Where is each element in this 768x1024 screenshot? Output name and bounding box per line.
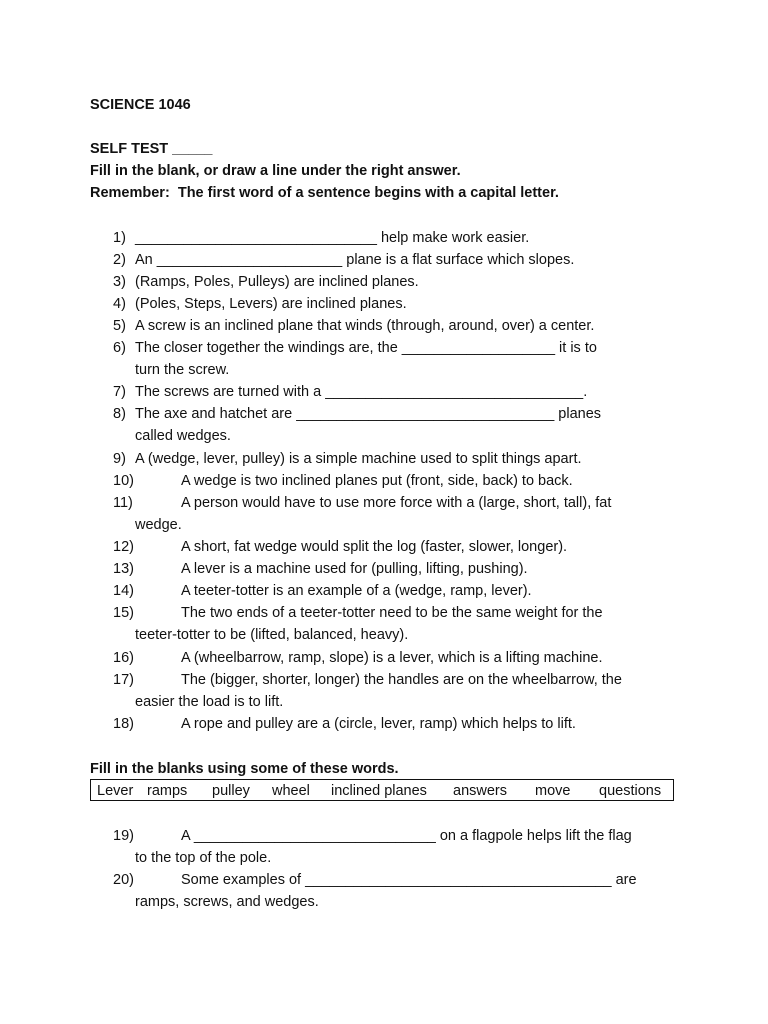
question-text: A ______________________________ on a flagpole helps lift the flag xyxy=(181,828,632,844)
question-number: 17) xyxy=(113,672,134,688)
question-number: 3) xyxy=(113,274,126,290)
question-text: The two ends of a teeter-totter need to be the same weight for the xyxy=(181,605,603,621)
question-number: 15) xyxy=(113,605,134,621)
question-number: 13) xyxy=(113,561,134,577)
question-text: The closer together the windings are, the ___________________ it is to xyxy=(135,340,597,356)
question-number: 18) xyxy=(113,716,134,732)
question-text: ______________________________ help make work easier. xyxy=(135,230,530,246)
question-text: called wedges. xyxy=(135,428,231,444)
question-text: ramps, screws, and wedges. xyxy=(135,894,319,910)
question-text: A rope and pulley are a (circle, lever, ramp) which helps to lift. xyxy=(181,716,576,732)
question-number: 14) xyxy=(113,583,134,599)
question-number: 7) xyxy=(113,384,126,400)
question-text: (Poles, Steps, Levers) are inclined planes. xyxy=(135,296,407,312)
question-number: 4) xyxy=(113,296,126,312)
question-text: (Ramps, Poles, Pulleys) are inclined planes. xyxy=(135,274,419,290)
word-bank-box xyxy=(90,779,674,801)
question-number: 6) xyxy=(113,340,126,356)
question-text: A short, fat wedge would split the log (faster, slower, longer). xyxy=(181,539,568,555)
word-bank-word: answers xyxy=(453,783,507,799)
question-text: to the top of the pole. xyxy=(135,850,272,866)
question-number: 5) xyxy=(113,318,126,334)
question-text: easier the load is to lift. xyxy=(135,694,284,710)
question-text: A lever is a machine used for (pulling, lifting, pushing). xyxy=(181,561,528,577)
word-bank-word: Lever xyxy=(97,783,134,799)
question-number: 20) xyxy=(113,872,134,888)
question-text: teeter-totter to be (lifted, balanced, heavy). xyxy=(135,627,409,643)
question-number: 8) xyxy=(113,406,126,422)
question-text: A (wheelbarrow, ramp, slope) is a lever, which is a lifting machine. xyxy=(181,650,603,666)
word-bank-word: move xyxy=(535,783,571,799)
self-test-heading: SELF TEST _____ xyxy=(90,141,213,157)
question-text: wedge. xyxy=(135,517,182,533)
question-text: A (wedge, lever, pulley) is a simple machine used to split things apart. xyxy=(135,451,582,467)
question-text: Some examples of ______________________________________ are xyxy=(181,872,637,888)
word-bank-word: ramps xyxy=(147,783,188,799)
question-text: A teeter-totter is an example of a (wedge, ramp, lever). xyxy=(181,583,532,599)
word-bank-word: pulley xyxy=(212,783,250,799)
word-bank-word: wheel xyxy=(272,783,310,799)
question-number: 19) xyxy=(113,828,134,844)
question-number: 11) xyxy=(113,495,133,511)
question-number: 12) xyxy=(113,539,134,555)
question-text: A screw is an inclined plane that winds (through, around, over) a center. xyxy=(135,318,595,334)
instruction-line-2: Remember: The first word of a sentence begins with a capital letter. xyxy=(90,185,559,201)
question-number: 16) xyxy=(113,650,134,666)
question-text: The axe and hatchet are ________________________________ planes xyxy=(135,406,602,422)
question-text: The (bigger, shorter, longer) the handles are on the wheelbarrow, the xyxy=(181,672,622,688)
question-text: An _______________________ plane is a flat surface which slopes. xyxy=(135,252,575,268)
question-number: 10) xyxy=(113,473,134,489)
question-text: A person would have to use more force with a (large, short, tall), fat xyxy=(181,495,612,511)
course-title: SCIENCE 1046 xyxy=(90,97,191,113)
question-text: The screws are turned with a ________________________________. xyxy=(135,384,588,400)
instruction-line-1: Fill in the blank, or draw a line under the right answer. xyxy=(90,163,461,179)
question-text: A wedge is two inclined planes put (front, side, back) to back. xyxy=(181,473,573,489)
word-bank-instruction: Fill in the blanks using some of these words. xyxy=(90,761,399,777)
word-bank-word: inclined planes xyxy=(331,783,427,799)
question-number: 9) xyxy=(113,451,126,467)
question-text: turn the screw. xyxy=(135,362,230,378)
word-bank-word: questions xyxy=(599,783,662,799)
question-number: 2) xyxy=(113,252,126,268)
question-number: 1) xyxy=(113,230,126,246)
